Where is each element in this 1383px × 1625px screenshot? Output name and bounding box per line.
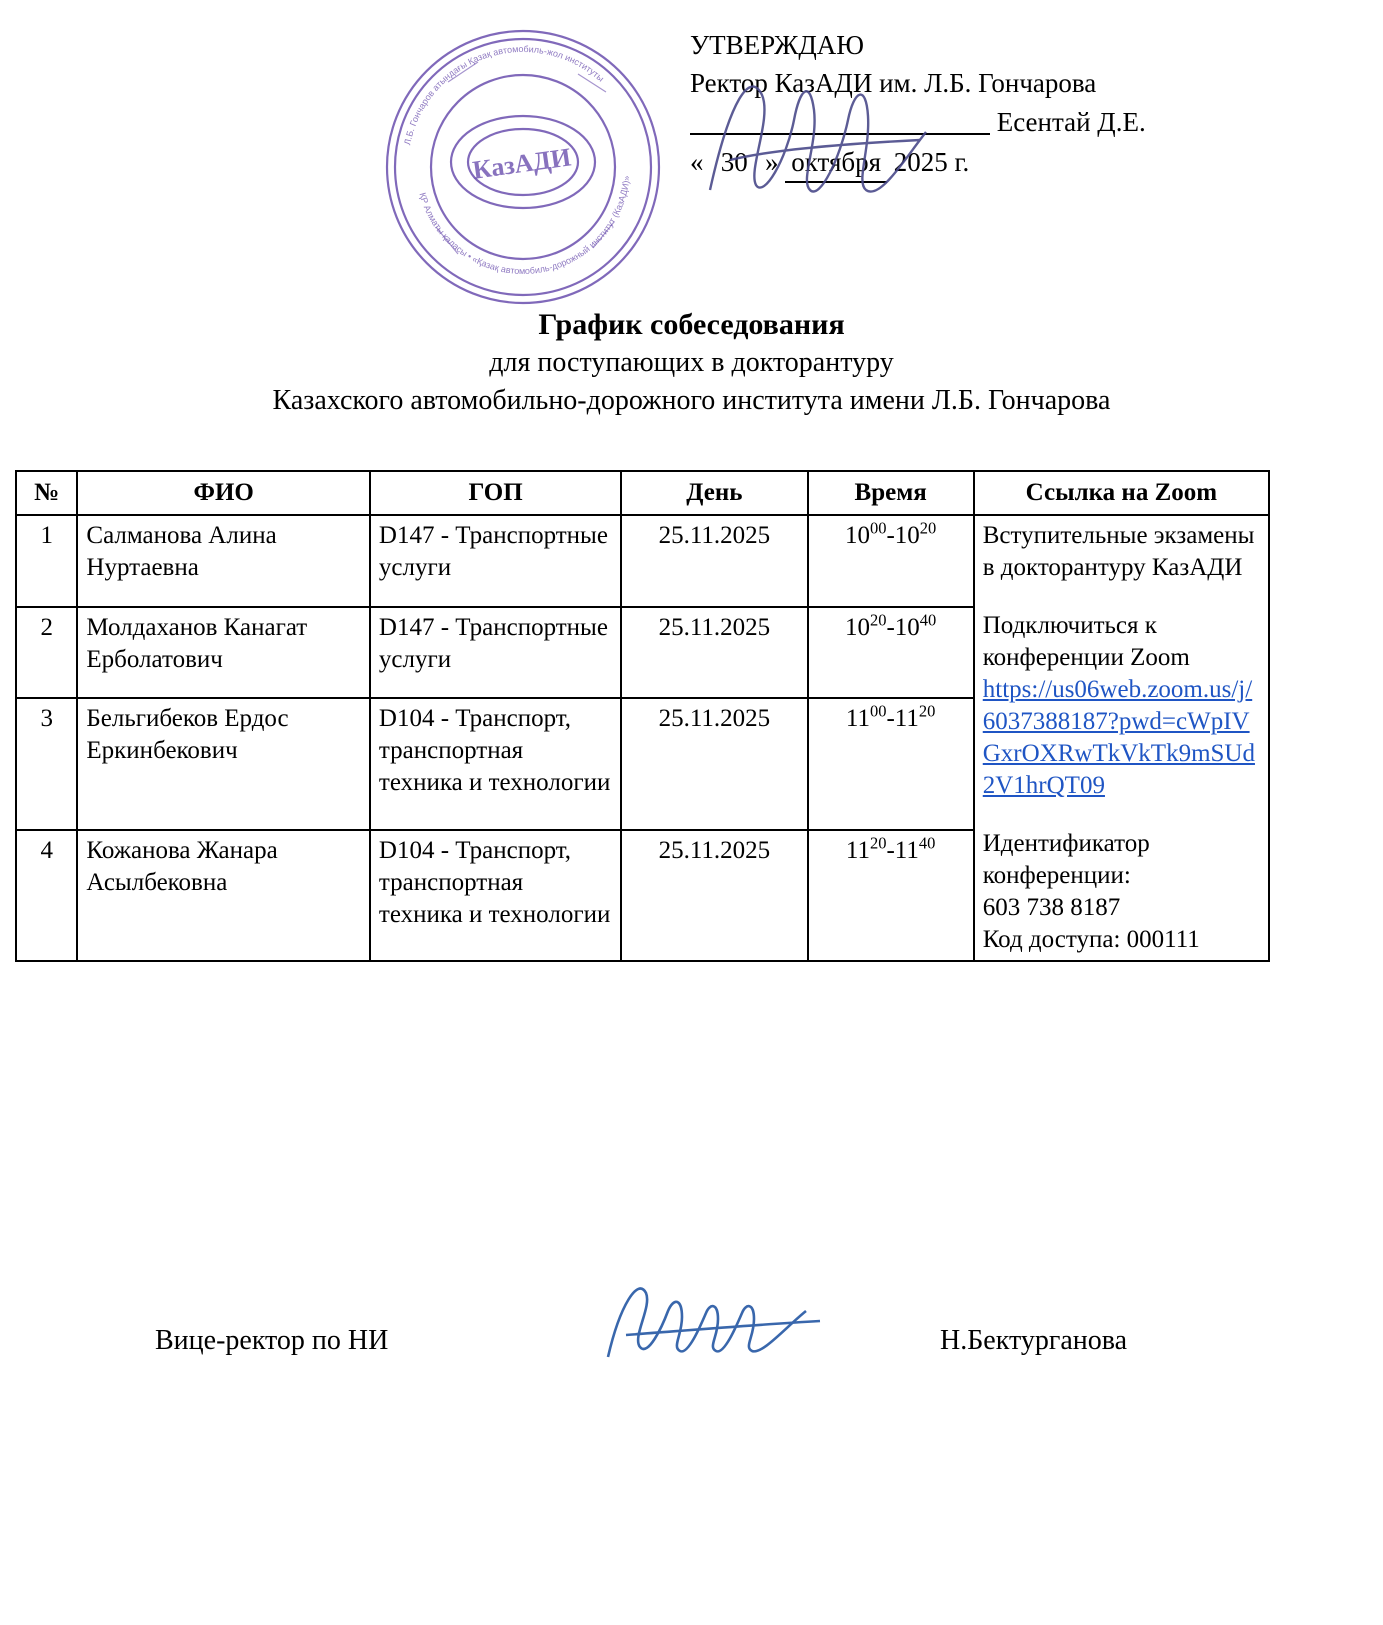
time-to-sup: 20: [918, 702, 936, 722]
zoom-join-text: Подключиться к конференции Zoom: [982, 612, 1190, 671]
time-from: 10: [844, 522, 870, 549]
rector-name: Есентай Д.Е.: [996, 106, 1146, 137]
cell-gop: D147 - Транспортные услуги: [370, 607, 621, 699]
zoom-spacer-2: [983, 802, 1260, 828]
cell-zoom-info: [974, 515, 1269, 961]
page-title: График собеседования: [538, 308, 845, 341]
approval-date-line: [690, 143, 1310, 183]
cell-fio: Бельгибеков Ердос Еркинбекович: [77, 698, 370, 829]
column-header-zoom: Ссылка на Zoom: [974, 471, 1269, 515]
cell-number: 1: [16, 515, 77, 607]
cell-day: 25.11.2025: [621, 607, 807, 699]
time-to-sup: 20: [919, 518, 937, 538]
time-from: 10: [844, 613, 870, 641]
date-day: 30: [720, 146, 748, 177]
zoom-heading: Вступительные экзамены в докторантуру КазАДИ: [982, 522, 1255, 581]
time-to: 10: [894, 613, 920, 641]
cell-fio: Молдаханов Канагат Ерболатович: [77, 607, 370, 699]
column-header-gop: ГОП: [370, 471, 621, 515]
time-from: 11: [845, 836, 870, 864]
cell-gop: D104 - Транспорт, транспортная техника и технологии: [370, 830, 621, 961]
approval-block: [690, 26, 1310, 183]
cell-time: $11^{00}-11^{20}$: [808, 698, 974, 829]
svg-text:КазАДИ: КазАДИ: [470, 142, 573, 185]
time-to-sup: 40: [919, 610, 937, 630]
time-to: 10: [894, 522, 920, 549]
date-quote-close: »: [765, 146, 779, 177]
column-header-day: День: [621, 471, 807, 515]
cell-day: 25.11.2025: [621, 515, 807, 607]
cell-day: 25.11.2025: [621, 698, 807, 829]
schedule-table: [15, 470, 1270, 962]
signature-underline: [690, 107, 990, 135]
time-from-sup: 00: [869, 518, 887, 538]
column-header-number: №: [16, 471, 77, 515]
date-quote-open: «: [690, 146, 704, 177]
approval-line-1: УТВЕРЖДАЮ: [690, 30, 865, 60]
cell-day: 25.11.2025: [621, 830, 807, 961]
zoom-passcode: Код доступа: 000111: [982, 926, 1200, 953]
time-to: 11: [894, 705, 919, 733]
official-stamp-icon: [378, 22, 668, 312]
page-subtitle-1: для поступающих в докторантуру: [489, 347, 894, 378]
zoom-conf-id-label: Идентификатор конференции:: [982, 830, 1150, 889]
time-from: 11: [845, 705, 870, 733]
svg-text:ҚР Алматы қаласы • «Қазақ авто: ҚР Алматы қаласы • «Қазақ автомобиль-дорожный институт (КазАДИ)»: [417, 175, 632, 277]
cell-fio: Салманова Алина Нуртаевна: [77, 515, 370, 607]
zoom-conf-id: 603 738 8187: [982, 894, 1121, 921]
time-to-sup: 40: [918, 833, 936, 853]
cell-time: $10^{20}-10^{40}$: [808, 607, 974, 699]
cell-number: 4: [16, 830, 77, 961]
cell-number: 2: [16, 607, 77, 699]
zoom-spacer-1: [983, 584, 1260, 610]
cell-number: 3: [16, 698, 77, 829]
table-row: [16, 515, 1269, 607]
cell-gop: D147 - Транспортные услуги: [370, 515, 621, 607]
table-header-row: [16, 471, 1269, 515]
date-month: октября: [785, 143, 887, 183]
column-header-time: Время: [808, 471, 974, 515]
date-year: 2025 г.: [893, 146, 970, 177]
vice-rector-signature: [590, 1265, 850, 1375]
cell-fio: Кожанова Жанара Асылбековна: [77, 830, 370, 961]
cell-time: $10^{00}-10^{20}$: [808, 515, 974, 607]
time-from-sup: 00: [869, 702, 887, 722]
footer-name: Н.Бектурганова: [940, 1325, 1128, 1356]
time-from-sup: 20: [869, 610, 887, 630]
footer-position: Вице-ректор по НИ: [155, 1325, 389, 1356]
svg-text:Л.Б. Гончаров атындағы Қазақ а: Л.Б. Гончаров атындағы Қазақ автомобиль-жол институты: [402, 43, 606, 146]
approval-line-2: Ректор КазАДИ им. Л.Б. Гончарова: [690, 68, 1097, 99]
zoom-meeting-link[interactable]: https://us06web.zoom.us/j/6037388187?pwd=cWpIVGxrOXRwTkVkTk9mSUd2V1hrQT09: [982, 676, 1255, 799]
time-to: 11: [894, 836, 919, 864]
document-title-block: [0, 305, 1383, 420]
column-header-fio: ФИО: [77, 471, 370, 515]
cell-gop: D104 - Транспорт, транспортная техника и технологии: [370, 698, 621, 829]
approval-signature-line: [690, 103, 1310, 141]
time-from-sup: 20: [869, 833, 887, 853]
page-subtitle-2: Казахского автомобильно-дорожного института имени Л.Б. Гончарова: [272, 384, 1111, 416]
cell-time: $11^{20}-11^{40}$: [808, 830, 974, 961]
